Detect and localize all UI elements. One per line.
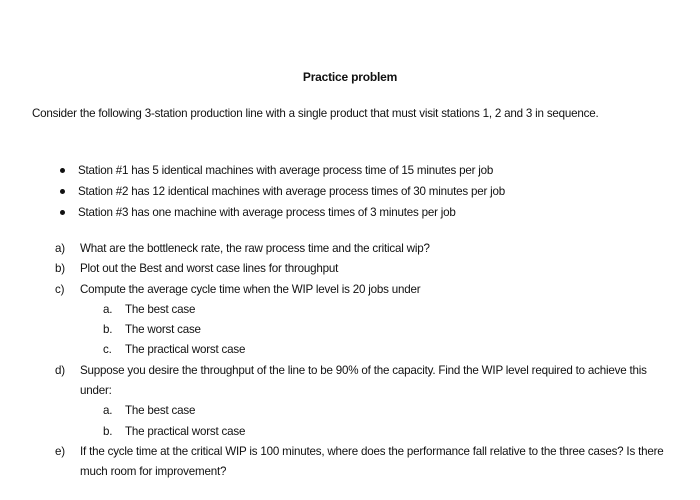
question-text: If the cycle time at the critical WIP is 100 minutes, where does the performance fall relative to the three cases? Is there much room for improvement? bbox=[80, 444, 664, 479]
sub-question-d-a bbox=[55, 401, 675, 421]
sub-question-c-a bbox=[55, 300, 675, 320]
sub-question-text: The practical worst case bbox=[125, 343, 246, 357]
question-marker: b) bbox=[55, 262, 65, 276]
question-c bbox=[55, 280, 675, 300]
bullet-icon bbox=[60, 189, 65, 194]
station-text: Station #3 has one machine with average process times of 3 minutes per job bbox=[78, 206, 456, 219]
intro-paragraph: Consider the following 3-station production line with a single product that must visit stations 1, 2 and 3 in sequence. bbox=[32, 107, 599, 120]
sub-question-marker: a. bbox=[103, 404, 113, 418]
sub-question-marker: a. bbox=[103, 302, 113, 316]
station-item-1 bbox=[58, 160, 505, 181]
sub-question-text: The worst case bbox=[125, 323, 201, 337]
question-marker: a) bbox=[55, 242, 65, 255]
question-marker: c) bbox=[55, 282, 65, 296]
sub-question-c-c bbox=[55, 340, 675, 360]
question-a bbox=[55, 239, 675, 259]
question-list bbox=[55, 239, 675, 483]
station-list bbox=[58, 160, 505, 223]
sub-question-text: The best case bbox=[125, 404, 196, 418]
question-e bbox=[55, 442, 675, 483]
sub-question-text: The practical worst case bbox=[125, 424, 246, 438]
station-text: Station #2 has 12 identical machines with average process times of 30 minutes per job bbox=[78, 185, 506, 198]
sub-question-c-b bbox=[55, 320, 675, 340]
station-text: Station #1 has 5 identical machines with average process time of 15 minutes per job bbox=[78, 164, 494, 177]
question-text: What are the bottleneck rate, the raw process time and the critical wip? bbox=[80, 242, 430, 255]
question-text: Compute the average cycle time when the WIP level is 20 jobs under bbox=[80, 282, 421, 296]
question-text: Suppose you desire the throughput of the line to be 90% of the capacity. Find the WIP level required to achieve this under: bbox=[80, 363, 647, 398]
question-d bbox=[55, 361, 675, 402]
station-item-2 bbox=[58, 181, 505, 202]
sub-question-text: The best case bbox=[125, 302, 196, 316]
sub-question-d-b bbox=[55, 422, 675, 442]
sub-question-marker: b. bbox=[103, 323, 113, 337]
bullet-icon bbox=[60, 210, 65, 215]
question-text: Plot out the Best and worst case lines for throughput bbox=[80, 262, 339, 276]
question-marker: d) bbox=[55, 363, 65, 377]
page-title: Practice problem bbox=[302, 70, 398, 84]
bullet-icon bbox=[60, 168, 65, 173]
station-item-3 bbox=[58, 202, 505, 223]
sub-question-marker: c. bbox=[103, 343, 112, 357]
question-marker: e) bbox=[55, 444, 65, 458]
question-b bbox=[55, 259, 675, 279]
sub-question-marker: b. bbox=[103, 424, 113, 438]
